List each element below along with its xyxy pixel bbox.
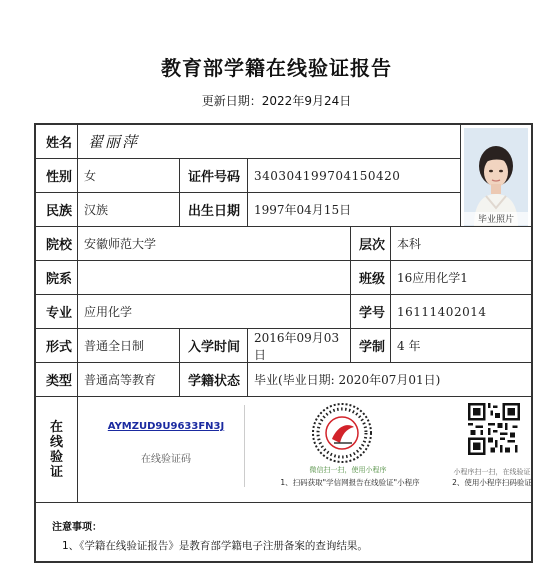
id-label: 证件号码 xyxy=(180,159,248,193)
ethnicity-label: 民族 xyxy=(36,193,78,227)
form-value: 普通全日制 xyxy=(78,329,180,363)
mini-program-hint: 微信扫一扫，使用小程序 xyxy=(309,466,387,474)
update-date xyxy=(0,92,553,109)
verify-code-link[interactable]: AYMZUD9U9633FN3J xyxy=(107,421,225,432)
note-text: 《学籍在线验证报告》是教育部学籍电子注册备案的查询结果。 xyxy=(79,540,368,552)
photo-caption: 毕业照片 xyxy=(464,212,528,225)
qr-code-hint: 小程序扫一扫，在线验证 xyxy=(453,468,531,476)
verify-area xyxy=(78,397,531,503)
birth-date: 1997年04月15日 xyxy=(248,193,461,227)
qr-code-icon xyxy=(468,403,520,455)
birth-label: 出生日期 xyxy=(180,193,248,227)
verify-divider xyxy=(244,405,245,487)
note-item xyxy=(62,538,368,553)
school-value: 安徽师范大学 xyxy=(78,227,351,261)
gender-label: 性别 xyxy=(36,159,78,193)
update-date-label: 更新日期： xyxy=(201,94,262,108)
notes-title: 注意事项： xyxy=(52,522,102,533)
qr-code-step: 2、使用小程序扫码验证 xyxy=(452,478,532,487)
ethnicity-value: 汉族 xyxy=(78,193,180,227)
verify-code-label: 在线验证码 xyxy=(141,454,191,465)
department-value xyxy=(78,261,351,295)
update-date-value: 2022年9月24日 xyxy=(261,94,352,108)
report-table xyxy=(34,123,533,563)
enroll-label: 入学时间 xyxy=(180,329,248,363)
verify-label-char: 线 xyxy=(49,434,63,450)
report-title: 教育部学籍在线验证报告 xyxy=(161,56,392,80)
student-no-value: 1611140​2014 xyxy=(391,295,531,329)
mini-program-step: 1、扫码获取"学信网报告在线验证"小程序 xyxy=(280,478,420,487)
student-photo xyxy=(464,128,528,226)
online-verify-label xyxy=(36,397,78,503)
mini-program-code-icon xyxy=(312,403,372,463)
note-number: 1、 xyxy=(62,540,80,552)
type-value: 普通高等教育 xyxy=(78,363,180,397)
gender-value: 女 xyxy=(78,159,180,193)
verify-label-char: 在 xyxy=(49,419,63,435)
department-label: 院系 xyxy=(36,261,78,295)
verify-label-char: 证 xyxy=(49,464,63,480)
status-value: 毕业(毕业日期: 2020年07月01日) xyxy=(248,363,531,397)
level-label: 层次 xyxy=(351,227,391,261)
name-value: 翟丽萍 xyxy=(78,125,461,159)
enroll-date: 2016年09月03日 xyxy=(248,329,351,363)
level-value: 本科 xyxy=(391,227,531,261)
verify-label-char: 验 xyxy=(49,449,63,465)
class-value: 16应用化学1 xyxy=(391,261,531,295)
student-no-label: 学号 xyxy=(351,295,391,329)
form-label: 形式 xyxy=(36,329,78,363)
id-number: 340304199704150420 xyxy=(248,159,461,193)
major-value: 应用化学 xyxy=(78,295,351,329)
school-label: 院校 xyxy=(36,227,78,261)
type-label: 类型 xyxy=(36,363,78,397)
photo-cell xyxy=(461,125,531,227)
name-label: 姓名 xyxy=(36,125,78,159)
class-label: 班级 xyxy=(351,261,391,295)
duration-label: 学制 xyxy=(351,329,391,363)
major-label: 专业 xyxy=(36,295,78,329)
duration-value: 4 年 xyxy=(391,329,531,363)
status-label: 学籍状态 xyxy=(180,363,248,397)
